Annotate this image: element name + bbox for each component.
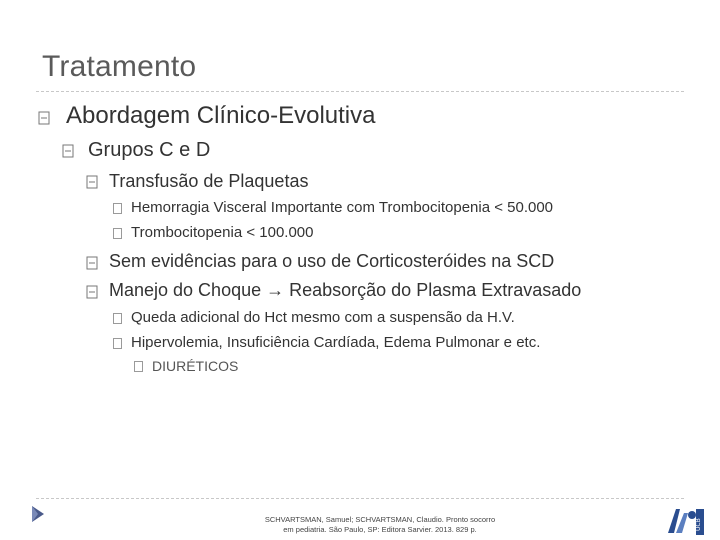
citation-line-1: SCHVARTSMAN, Samuel; SCHVARTSMAN, Claudio. Pronto socorro (264, 515, 496, 524)
subsubitem-diureticos: DIURÉTICOS (152, 358, 239, 374)
checkbox-icon (134, 361, 143, 372)
item-corticosteroides: Sem evidências para o uso de Corticosteróides na SCD (109, 251, 555, 271)
level2-text: Grupos C e D (88, 139, 211, 161)
bullet-icon (86, 175, 98, 189)
item-manejo-choque: Manejo do Choque → Reabsorção do Plasma Extravasado (109, 280, 582, 300)
slide-title: Tratamento (42, 50, 197, 83)
logo-text: UCB (695, 518, 702, 531)
level1-text: Abordagem Clínico-Evolutiva (66, 102, 376, 129)
subitem-hemorragia: Hemorragia Visceral Importante com Trombocitopenia < 50.000 (131, 199, 554, 216)
subitem-queda-hct: Queda adicional do Hct mesmo com a suspensão da H.V. (131, 309, 515, 326)
bullet-icon (62, 144, 74, 158)
subitem-hipervolemia: Hipervolemia, Insuficiência Cardíada, Edema Pulmonar e etc. (131, 334, 541, 351)
ucb-logo-icon (662, 505, 704, 537)
subitem-trombocitopenia: Trombocitopenia < 100.000 (131, 224, 314, 241)
bullet-icon (86, 256, 98, 270)
footer-divider (36, 498, 684, 499)
nav-arrow-icon[interactable] (30, 504, 46, 524)
checkbox-icon (113, 313, 122, 324)
citation (230, 515, 530, 535)
item-transfusao: Transfusão de Plaquetas (109, 171, 309, 191)
bullet-icon (38, 111, 50, 125)
title-divider (36, 91, 684, 92)
checkbox-icon (113, 338, 122, 349)
citation-line-2: em pediatria. São Paulo, SP: Editora Sarvier. 2013. 829 p. (283, 525, 477, 534)
checkbox-icon (113, 228, 122, 239)
bullet-icon (86, 285, 98, 299)
checkbox-icon (113, 203, 122, 214)
